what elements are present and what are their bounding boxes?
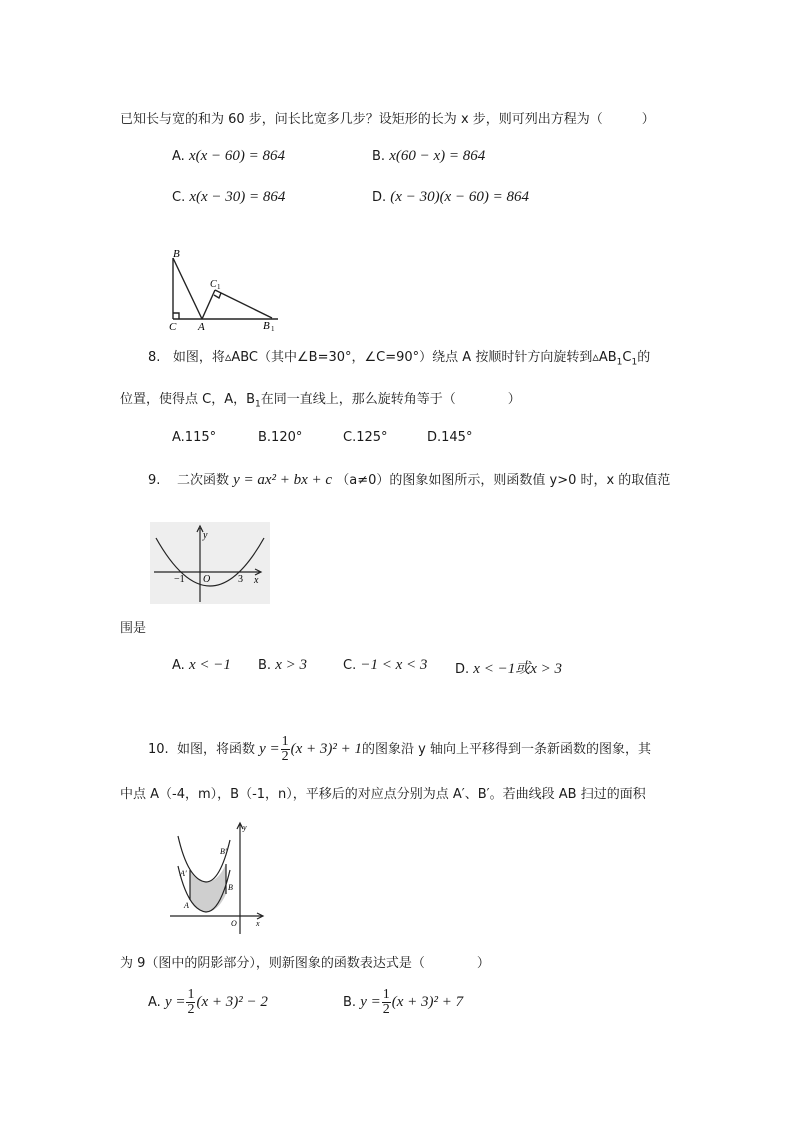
axis-x-label: x [256, 919, 260, 928]
option-expr-a: y = [360, 994, 381, 1010]
q7-option-d[interactable] [372, 189, 529, 206]
option-label: B. [372, 149, 386, 164]
label-c: C [169, 321, 177, 333]
q10-expr-b: (x + 3)² + 1 [290, 741, 363, 757]
option-expr: −1 < x < 3 [360, 657, 428, 673]
option-expr: x < −1 [188, 657, 231, 673]
question-number: 10. [148, 742, 169, 757]
denominator: 2 [382, 1002, 390, 1017]
q9-option-d[interactable] [455, 657, 562, 678]
label-b: B [173, 248, 180, 260]
option-expr: (x − 30)(x − 60) = 864 [390, 189, 529, 205]
q9-option-b[interactable] [258, 657, 307, 674]
option-expr: x < −1或x > 3 [473, 661, 562, 677]
q7-option-c[interactable] [172, 189, 285, 206]
q10-expr-a: y = [259, 741, 280, 757]
option-expr-b: (x + 3)² − 2 [196, 994, 268, 1010]
sub: 1 [631, 357, 638, 368]
q10-text-b: 的图象沿 y 轴向上平移得到一条新函数的图象，其 [362, 742, 651, 757]
option-label: D. [455, 662, 470, 677]
label-b-prime: B′ [220, 847, 227, 856]
q9-text-b: （a≠0）的图象如图所示，则函数值 y>0 时，x 的取值范 [336, 473, 671, 488]
option-label: B. [343, 995, 357, 1010]
sub: 1 [616, 357, 623, 368]
q9-stem [148, 469, 670, 489]
sub: 1 [255, 399, 261, 410]
option-label: C. [343, 658, 357, 673]
q7-stem: 已知长与宽的和为 60 步，问长比宽多几步？设矩形的长为 x 步，则可列出方程为（ ） [120, 112, 655, 127]
q10-option-a[interactable] [148, 988, 268, 1017]
q8-line2 [120, 388, 521, 410]
option-label: A. [172, 658, 185, 673]
option-label: A. [172, 149, 185, 164]
label-b1-sub: 1 [271, 325, 275, 333]
q8-text-b: 在同一直线上，那么旋转角等于（ ） [260, 392, 521, 407]
numerator: 1 [187, 987, 195, 1002]
label-b: B [228, 883, 233, 892]
option-label: D. [372, 190, 387, 205]
origin-label: O [231, 919, 237, 928]
q7-option-b[interactable] [372, 148, 485, 165]
q8-option-a[interactable]: A.115° [172, 430, 217, 445]
question-number: 9. [148, 473, 161, 488]
option-label: C. [172, 190, 186, 205]
q10-line3: 为 9（图中的阴影部分），则新图象的函数表达式是（ ） [120, 956, 490, 971]
q10-line2: 中点 A（-4，m），B（-1，n），平移后的对应点分别为点 A′、B′。若曲线段 AB 扫过的面积 [120, 787, 646, 802]
option-label: A. [148, 995, 161, 1010]
fraction-one-half [382, 988, 391, 1017]
label-c1-sub: 1 [217, 283, 221, 291]
numerator: 1 [382, 987, 390, 1002]
q8-text-end: 的 [637, 350, 651, 365]
option-expr-a: y = [164, 994, 186, 1010]
q9-expr: y = ax² + bx + c [233, 472, 333, 488]
q8-text-mid: C [622, 350, 632, 365]
q8-option-d[interactable]: D.145° [427, 430, 473, 445]
fraction-one-half [186, 988, 195, 1017]
axis-x-label: x [254, 575, 259, 586]
q9-text-a: 二次函数 [176, 473, 229, 488]
tick-neg1: −1 [174, 574, 185, 585]
label-a: A [198, 321, 205, 333]
question-number: 8. [148, 350, 161, 365]
q9-option-c[interactable] [343, 657, 427, 674]
q10-stem [148, 735, 651, 764]
option-expr: x(x − 60) = 864 [188, 148, 285, 164]
option-expr: x(x − 30) = 864 [189, 189, 286, 205]
option-label: B. [258, 658, 272, 673]
q10-option-b[interactable] [343, 988, 463, 1017]
q9-option-a[interactable] [172, 657, 231, 674]
axis-y-label: y [243, 823, 247, 832]
q8-text-a: 位置，使得点 C，A，B [120, 392, 256, 407]
q10-shift-figure [168, 820, 268, 938]
denominator: 2 [187, 1002, 195, 1017]
q8-option-b[interactable]: B.120° [258, 430, 303, 445]
q9-parabola-figure [150, 522, 270, 604]
q8-option-c[interactable]: C.125° [343, 430, 388, 445]
label-b1: B [263, 320, 270, 332]
q10-text-a: 如图，将函数 [176, 742, 255, 757]
q8-line1 [148, 346, 650, 368]
q8-triangle-figure [160, 244, 290, 336]
option-expr: x > 3 [275, 657, 307, 673]
axis-y-label: y [203, 530, 208, 541]
label-a: A [184, 901, 189, 910]
q8-text-a: 如图，将▵ABC（其中∠B=30°，∠C=90°）绕点 A 按顺时针方向旋转到▵AB [172, 350, 617, 365]
origin-label: O [203, 574, 211, 585]
q7-option-a[interactable] [172, 148, 285, 165]
tick-3: 3 [238, 574, 243, 585]
label-a-prime: A′ [180, 869, 187, 878]
label-c1: C [210, 279, 217, 290]
q9-stem-continued: 围是 [120, 621, 147, 636]
fraction-one-half [281, 735, 290, 764]
option-expr: x(60 − x) = 864 [389, 148, 486, 164]
denominator: 2 [281, 749, 289, 764]
numerator: 1 [281, 734, 289, 749]
option-expr-b: (x + 3)² + 7 [391, 994, 464, 1010]
